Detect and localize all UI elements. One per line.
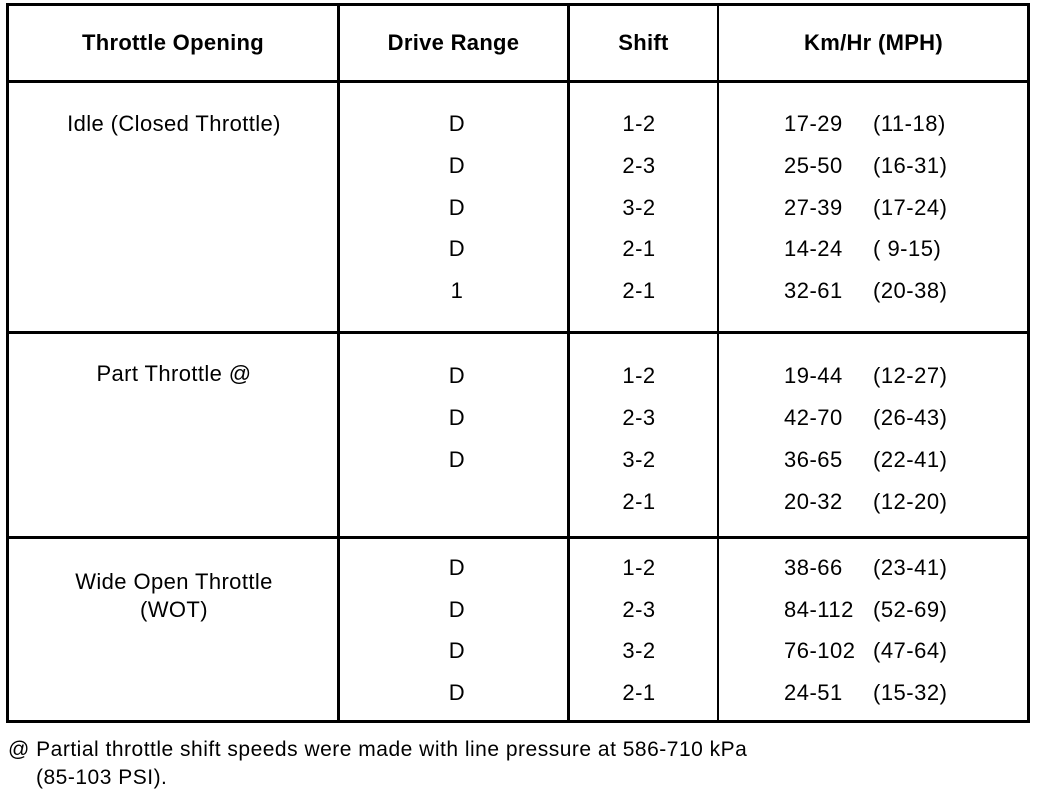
kmh-cell: 42-70	[784, 405, 843, 430]
table-row	[9, 193, 1027, 223]
drive-range-cell: D	[448, 363, 466, 388]
mph-cell: (12-20)	[873, 489, 948, 514]
table-row	[9, 445, 1027, 475]
shift-cell: 3-2	[622, 195, 656, 220]
table-row	[9, 403, 1027, 433]
group-divider	[9, 536, 1027, 539]
mph-cell: (22-41)	[873, 447, 948, 472]
drive-range-cell: D	[448, 195, 466, 220]
mph-cell: (11-18)	[873, 111, 946, 136]
header-speed: Km/Hr (MPH)	[804, 30, 943, 55]
shift-cell: 2-1	[622, 236, 656, 261]
kmh-cell: 84-112	[784, 597, 854, 622]
mph-cell: (47-64)	[873, 638, 948, 663]
shift-cell: 1-2	[622, 555, 656, 580]
drive-range-cell: D	[448, 236, 466, 261]
group-label: Idle (Closed Throttle)	[67, 111, 281, 136]
mph-cell: (23-41)	[873, 555, 948, 580]
mph-cell: (17-24)	[873, 195, 948, 220]
header-shift: Shift	[618, 30, 669, 55]
kmh-cell: 19-44	[784, 363, 843, 388]
group-divider	[9, 331, 1027, 334]
drive-range-cell: D	[448, 153, 466, 178]
table-row	[9, 234, 1027, 264]
shift-speed-table	[6, 3, 1030, 723]
shift-cell: 3-2	[622, 638, 656, 663]
shift-cell: 2-3	[622, 153, 656, 178]
group-label-sub: (WOT)	[140, 597, 208, 622]
group-label: Part Throttle @	[96, 361, 252, 386]
mph-cell: ( 9-15)	[873, 236, 942, 261]
table-row	[9, 487, 1027, 517]
kmh-cell: 32-61	[784, 278, 843, 303]
kmh-cell: 25-50	[784, 153, 843, 178]
table-row	[9, 595, 1027, 625]
kmh-cell: 20-32	[784, 489, 843, 514]
footnote	[8, 736, 747, 792]
kmh-cell: 24-51	[784, 680, 843, 705]
footnote-line-1: @ Partial throttle shift speeds were made with line pressure at 586-710 kPa	[8, 738, 748, 761]
mph-cell: (15-32)	[873, 680, 948, 705]
shift-cell: 2-3	[622, 405, 656, 430]
kmh-cell: 38-66	[784, 555, 843, 580]
kmh-cell: 36-65	[784, 447, 843, 472]
table-row	[9, 553, 1027, 583]
shift-cell: 2-1	[622, 278, 656, 303]
shift-cell: 2-1	[622, 680, 656, 705]
mph-cell: (12-27)	[873, 363, 948, 388]
mph-cell: (26-43)	[873, 405, 948, 430]
mph-cell: (52-69)	[873, 597, 948, 622]
drive-range-cell: D	[448, 555, 466, 580]
header-divider	[9, 80, 1027, 83]
mph-cell: (16-31)	[873, 153, 948, 178]
shift-cell: 2-3	[622, 597, 656, 622]
kmh-cell: 14-24	[784, 236, 843, 261]
drive-range-cell: D	[448, 111, 466, 136]
kmh-cell: 27-39	[784, 195, 843, 220]
mph-cell: (20-38)	[873, 278, 948, 303]
table-row	[9, 151, 1027, 181]
table-row	[9, 678, 1027, 708]
kmh-cell: 17-29	[784, 111, 843, 136]
header-drive-range: Drive Range	[387, 30, 520, 55]
kmh-cell: 76-102	[784, 638, 856, 663]
group-label: Wide Open Throttle	[75, 569, 273, 594]
shift-cell: 3-2	[622, 447, 656, 472]
table-row	[9, 361, 1027, 391]
shift-cell: 1-2	[622, 363, 656, 388]
drive-range-cell: 1	[450, 278, 464, 303]
drive-range-cell: D	[448, 638, 466, 663]
table-row	[9, 636, 1027, 666]
table-row	[9, 276, 1027, 306]
drive-range-cell: D	[448, 405, 466, 430]
drive-range-cell: D	[448, 597, 466, 622]
shift-cell: 2-1	[622, 489, 656, 514]
shift-cell: 1-2	[622, 111, 656, 136]
drive-range-cell: D	[448, 447, 466, 472]
footnote-line-2: (85-103 PSI).	[36, 766, 168, 789]
drive-range-cell: D	[448, 680, 466, 705]
header-throttle-opening: Throttle Opening	[81, 30, 264, 55]
table-row	[9, 109, 1027, 139]
